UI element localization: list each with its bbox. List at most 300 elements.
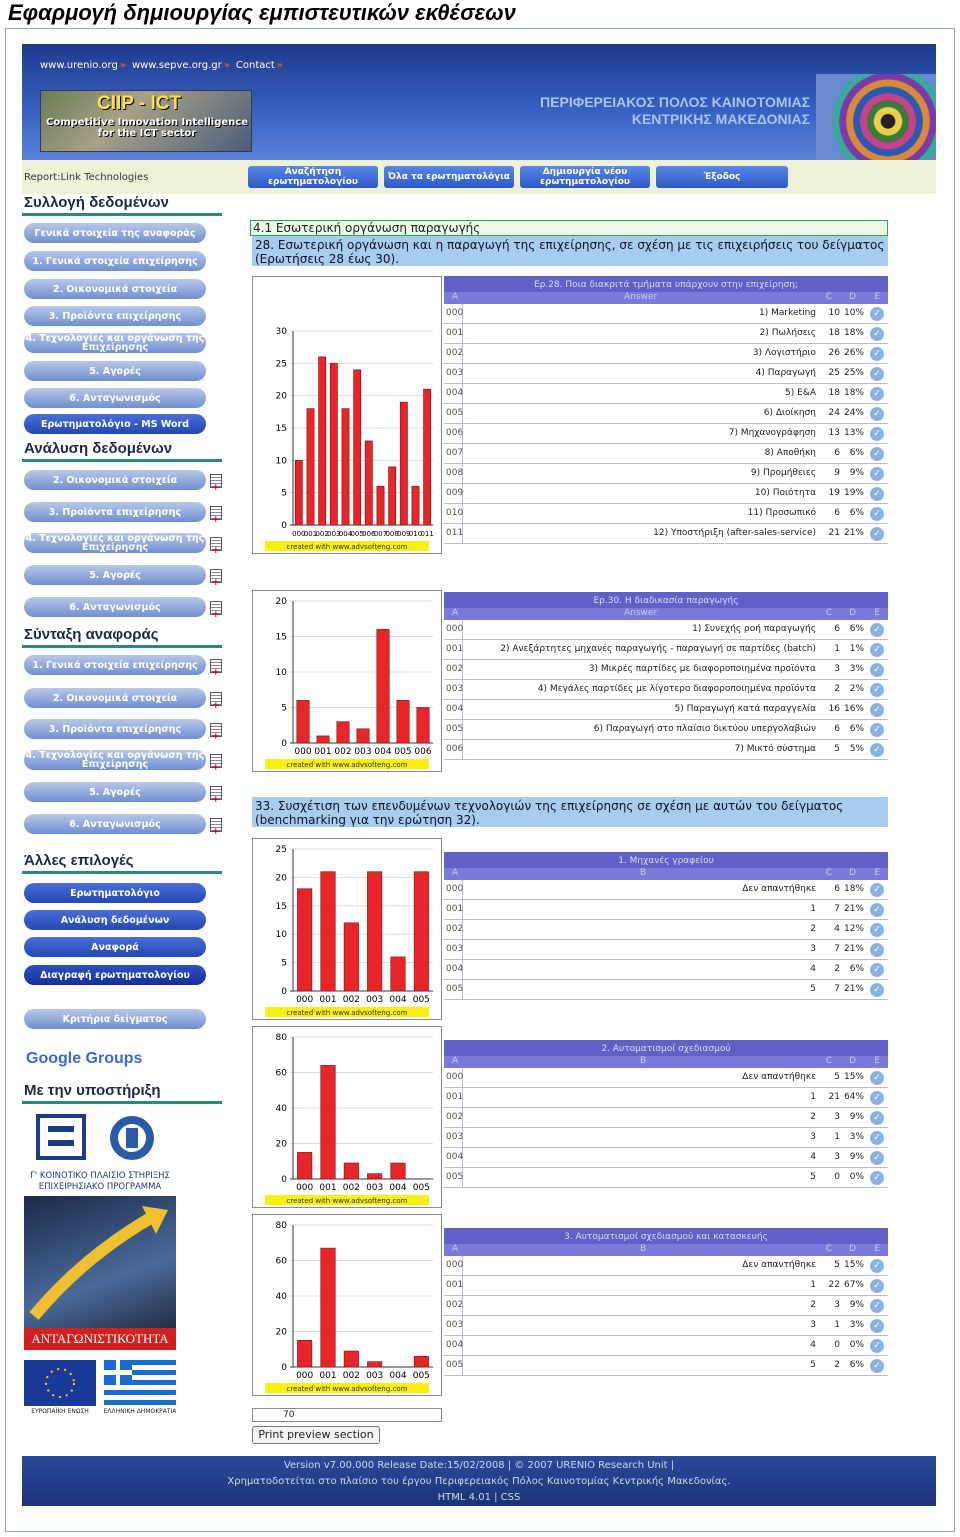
chart-bar xyxy=(365,441,372,525)
y-tick-label: 15 xyxy=(275,632,287,643)
chart-bar xyxy=(367,872,381,991)
row-percent: 3% xyxy=(849,1320,864,1330)
column-header-d: D xyxy=(849,1244,856,1254)
check-icon[interactable]: ✓ xyxy=(870,1319,884,1333)
row-percent: 15% xyxy=(843,1072,864,1082)
check-icon[interactable]: ✓ xyxy=(870,427,884,441)
link-sepve[interactable]: www.sepve.org.gr » xyxy=(132,60,230,71)
row-answer: 4 xyxy=(810,1152,816,1162)
row-count: 6 xyxy=(834,884,840,894)
table-row xyxy=(444,1168,888,1188)
row-count: 18 xyxy=(828,388,840,398)
check-icon[interactable]: ✓ xyxy=(870,347,884,361)
row-answer: 2 xyxy=(810,924,816,934)
row-answer: Δεν απαντήθηκε xyxy=(742,1072,816,1082)
chart-bar xyxy=(317,736,329,743)
all-questionnaires-button[interactable]: Όλα τα ερωτηματολόγια xyxy=(384,166,514,188)
row-answer: 5 xyxy=(810,984,816,994)
check-icon[interactable]: ✓ xyxy=(870,723,884,737)
table-row xyxy=(444,304,888,324)
x-tick-label: 010 xyxy=(408,530,423,538)
row-percent: 24% xyxy=(843,408,864,418)
report-item-competition[interactable]: 6. Ανταγωνισμός xyxy=(24,814,206,834)
row-id: 008 xyxy=(446,468,464,478)
row-id: 004 xyxy=(446,964,464,974)
chart-box-0 xyxy=(252,276,442,554)
table-row xyxy=(444,960,888,980)
x-tick-label: 003 xyxy=(366,1183,384,1193)
check-icon[interactable]: ✓ xyxy=(870,743,884,757)
check-icon[interactable]: ✓ xyxy=(870,507,884,521)
delete-questionnaire-button[interactable]: Διαγραφή ερωτηματολογίου xyxy=(24,965,206,985)
document-title: Εφαρμογή δημιουργίας εμπιστευτικών εκθέσεων xyxy=(8,0,516,25)
analysis-item-financial[interactable]: 2. Οικονομικά στοιχεία xyxy=(24,470,206,490)
check-icon[interactable]: ✓ xyxy=(870,943,884,957)
collection-heading: Συλλογή δεδομένων xyxy=(24,194,169,211)
collection-item-competition[interactable]: 6. Ανταγωνισμός xyxy=(24,388,206,408)
table-row xyxy=(444,920,888,940)
y-tick-label: 0 xyxy=(281,1363,287,1373)
row-id: 000 xyxy=(446,1260,464,1270)
check-icon[interactable]: ✓ xyxy=(870,487,884,501)
chart-bar xyxy=(297,889,311,991)
chart-bar xyxy=(400,402,407,525)
report-add-icon[interactable] xyxy=(210,474,222,488)
row-count: 0 xyxy=(834,1340,840,1350)
chart-bar xyxy=(389,467,396,525)
x-tick-label: 003 xyxy=(366,995,384,1005)
analysis-item-competition[interactable]: 6. Ανταγωνισμός xyxy=(24,597,206,617)
row-answer: 7) Μηχανογράφηση xyxy=(728,428,816,438)
competitiveness-label: ΑΝΤΑΓΩΝΙΣΤΙΚΟΤΗΤΑ xyxy=(24,1328,176,1350)
table-header xyxy=(444,1040,888,1068)
check-icon[interactable]: ✓ xyxy=(870,923,884,937)
main-content xyxy=(246,194,936,1506)
table-row xyxy=(444,900,888,920)
column-header-a: A xyxy=(452,292,459,302)
row-answer: 4) Παραγωγή xyxy=(755,368,816,378)
row-id: 001 xyxy=(446,328,464,338)
report-label: Report:Link Technologies xyxy=(24,172,149,183)
report-add-icon[interactable] xyxy=(210,601,222,615)
collection-item-technologies[interactable]: 4. Τεχνολογίες και οργάνωση της Επιχείρησης xyxy=(25,333,205,353)
check-icon[interactable]: ✓ xyxy=(870,983,884,997)
eu-support-logo xyxy=(24,1112,176,1192)
answers-table-1 xyxy=(444,592,888,760)
row-count: 3 xyxy=(834,1300,840,1310)
check-icon[interactable]: ✓ xyxy=(870,883,884,897)
check-icon[interactable]: ✓ xyxy=(870,407,884,421)
table-title: 3. Αυτοματισμοί σχεδιασμού και κατασκευής xyxy=(564,1232,768,1242)
row-count: 1 xyxy=(834,1132,840,1142)
row-answer: 1 xyxy=(810,1092,816,1102)
row-percent: 9% xyxy=(849,1152,864,1162)
column-header-b: B xyxy=(640,1056,647,1066)
column-header-a: A xyxy=(452,608,459,618)
column-header-a: A xyxy=(452,868,459,878)
report-item-products[interactable]: 3. Προϊόντα επιχείρησης xyxy=(24,719,206,739)
x-tick-label: 000 xyxy=(292,530,306,538)
x-tick-label: 001 xyxy=(319,995,337,1005)
word-questionnaire-button[interactable]: Ερωτηματολόγιο - MS Word xyxy=(24,414,206,434)
report-item-technologies[interactable]: 4. Τεχνολογίες και οργάνωση της Επιχείρησης xyxy=(25,750,205,770)
table-row xyxy=(444,364,888,384)
row-percent: 3% xyxy=(849,664,864,674)
row-count: 5 xyxy=(834,1072,840,1082)
credit-text[interactable]: created with www.advsofteng.com xyxy=(286,761,408,769)
table-row xyxy=(444,740,888,760)
other-item-analysis[interactable]: Ανάλυση δεδομένων xyxy=(24,910,206,930)
table-row xyxy=(444,660,888,680)
analysis-item-markets[interactable]: 5. Αγορές xyxy=(24,565,206,585)
row-count: 3 xyxy=(834,1112,840,1122)
check-icon[interactable]: ✓ xyxy=(870,683,884,697)
row-count: 21 xyxy=(828,528,840,538)
answers-table-2 xyxy=(444,852,888,1000)
report-add-icon[interactable] xyxy=(210,723,222,737)
report-add-icon[interactable] xyxy=(210,754,222,768)
row-count: 7 xyxy=(834,944,840,954)
row-count: 13 xyxy=(828,428,840,438)
check-icon[interactable]: ✓ xyxy=(870,1151,884,1165)
check-icon[interactable]: ✓ xyxy=(870,1359,884,1373)
row-answer: 2 xyxy=(810,1300,816,1310)
report-add-icon[interactable] xyxy=(210,659,222,673)
check-icon[interactable]: ✓ xyxy=(870,1111,884,1125)
check-icon[interactable]: ✓ xyxy=(870,643,884,657)
chart-bar xyxy=(344,1163,358,1179)
check-icon[interactable]: ✓ xyxy=(870,467,884,481)
link-contact[interactable]: Contact » xyxy=(236,60,283,71)
google-groups-logo[interactable]: Google Groups xyxy=(26,1050,143,1067)
y-tick-label: 25 xyxy=(275,845,287,855)
y-tick-label: 0 xyxy=(281,987,287,997)
y-tick-label: 5 xyxy=(281,488,287,499)
link-urenio[interactable]: www.urenio.org » xyxy=(40,60,126,71)
table-header xyxy=(444,592,888,620)
logo-subtitle: Competitive Innovation Intelligence for the ICT sector xyxy=(46,117,248,139)
y-tick-label: 40 xyxy=(275,1292,287,1302)
chart-bar xyxy=(319,357,326,525)
row-count: 6 xyxy=(834,724,840,734)
x-tick-label: 006 xyxy=(362,530,376,538)
y-tick-label: 30 xyxy=(275,327,287,337)
row-id: 003 xyxy=(446,1320,464,1330)
collection-item-markets[interactable]: 5. Αγορές xyxy=(24,361,206,381)
table-row xyxy=(444,1088,888,1108)
column-header-d: D xyxy=(849,608,856,618)
x-tick-label: 002 xyxy=(334,747,352,757)
x-tick-label: 003 xyxy=(327,530,341,538)
row-percent: 21% xyxy=(843,984,864,994)
row-answer: 1 xyxy=(810,904,816,914)
row-count: 7 xyxy=(834,984,840,994)
row-count: 0 xyxy=(834,1172,840,1182)
row-id: 003 xyxy=(446,368,464,378)
row-answer: 6) Παραγωγή στο πλαίσιο δικτύου υπεργολαβιών xyxy=(593,724,816,734)
row-answer: 5) Παραγωγή κατά παραγγελία xyxy=(674,704,816,714)
x-tick-label: 005 xyxy=(350,530,364,538)
column-header-d: D xyxy=(849,1056,856,1066)
section-title: 4.1 Εσωτερική οργάνωση παραγωγής xyxy=(250,220,888,236)
column-header-d: D xyxy=(849,292,856,302)
row-answer: 8) Αποθήκη xyxy=(764,448,816,458)
other-options-heading: Άλλες επιλογές xyxy=(24,852,134,869)
chart-bar xyxy=(414,872,428,991)
collection-item-general-report[interactable]: Γενικά στοιχεία της αναφοράς xyxy=(24,223,206,243)
report-add-icon[interactable] xyxy=(210,569,222,583)
report-add-icon[interactable] xyxy=(210,786,222,800)
table-row xyxy=(444,464,888,484)
credit-text[interactable]: created with www.advsofteng.com xyxy=(286,1385,408,1393)
info-bar xyxy=(22,160,936,194)
check-icon[interactable]: ✓ xyxy=(870,327,884,341)
chart-bar xyxy=(417,708,429,744)
row-count: 18 xyxy=(828,328,840,338)
exit-button[interactable]: Έξοδος xyxy=(656,166,788,188)
x-tick-label: 004 xyxy=(389,1183,407,1193)
y-tick-label: 10 xyxy=(275,930,287,941)
check-icon[interactable]: ✓ xyxy=(870,307,884,321)
row-percent: 15% xyxy=(843,1260,864,1270)
row-answer: 3 xyxy=(810,1132,816,1142)
y-tick-label: 0 xyxy=(281,1175,287,1185)
row-percent: 26% xyxy=(843,348,864,358)
check-icon[interactable]: ✓ xyxy=(870,1259,884,1273)
table-header xyxy=(444,276,888,304)
x-tick-label: 011 xyxy=(420,530,434,538)
x-tick-label: 000 xyxy=(294,747,312,757)
check-icon[interactable]: ✓ xyxy=(870,1171,884,1185)
x-tick-label: 004 xyxy=(374,747,392,757)
row-id: 010 xyxy=(446,508,464,518)
row-count: 22 xyxy=(828,1280,840,1290)
sample-criteria-button[interactable]: Κριτήρια δείγματος xyxy=(24,1009,206,1029)
row-answer: Δεν απαντήθηκε xyxy=(742,1260,816,1270)
row-id: 006 xyxy=(446,428,464,438)
chart-bar xyxy=(377,629,389,743)
check-icon[interactable]: ✓ xyxy=(870,1299,884,1313)
report-add-icon[interactable] xyxy=(210,506,222,520)
check-icon[interactable]: ✓ xyxy=(870,623,884,637)
report-add-icon[interactable] xyxy=(210,818,222,832)
report-item-financial[interactable]: 2. Οικονομικά στοιχεία xyxy=(24,688,206,708)
chart-bar xyxy=(321,1065,335,1179)
x-tick-label: 008 xyxy=(385,530,399,538)
table-row xyxy=(444,940,888,960)
row-percent: 12% xyxy=(843,924,864,934)
row-id: 005 xyxy=(446,724,464,734)
y-tick-label: 5 xyxy=(281,703,287,714)
row-answer: 1) Marketing xyxy=(759,308,816,318)
table-row xyxy=(444,720,888,740)
report-add-icon[interactable] xyxy=(210,537,222,551)
support-program-text: Γ' ΚΟΙΝΟΤΙΚΟ ΠΛΑΙΣΙΟ ΣΤΗΡΙΞΗΣ ΕΠΙΧΕΙΡΗΣΙΑΚΟ ΠΡΟΓΡΑΜΜΑ xyxy=(30,1171,170,1192)
analysis-item-technologies[interactable]: 4. Τεχνολογίες και οργάνωση της Επιχείρησης xyxy=(25,533,205,553)
row-percent: 25% xyxy=(843,368,864,378)
column-header-e: E xyxy=(874,608,880,618)
row-id: 000 xyxy=(446,624,464,634)
row-count: 19 xyxy=(828,488,840,498)
check-icon[interactable]: ✓ xyxy=(870,963,884,977)
analysis-item-products[interactable]: 3. Προϊόντα επιχείρησης xyxy=(24,502,206,522)
row-count: 16 xyxy=(828,704,840,714)
region-line-1: ΠΕΡΙΦΕΡΕΙΑΚΟΣ ΠΟΛΟΣ ΚΑΙΝΟΤΟΜΙΑΣ xyxy=(540,94,810,110)
other-item-questionnaire[interactable]: Ερωτηματολόγιο xyxy=(24,883,206,903)
check-icon[interactable]: ✓ xyxy=(870,663,884,677)
table-row xyxy=(444,1148,888,1168)
row-percent: 21% xyxy=(843,528,864,538)
chart-bar xyxy=(330,363,337,525)
chart-bar xyxy=(354,370,361,525)
row-count: 5 xyxy=(834,1260,840,1270)
other-item-report[interactable]: Αναφορά xyxy=(24,937,206,957)
table-row xyxy=(444,640,888,660)
report-heading: Σύνταξη αναφοράς xyxy=(24,626,159,643)
check-icon[interactable]: ✓ xyxy=(870,1091,884,1105)
footer-version: Version v7.00.000 Release Date:15/02/2008 | © 2007 URENIO Research Unit | xyxy=(283,1460,675,1471)
y-tick-label: 20 xyxy=(275,597,287,607)
chart-bar xyxy=(424,389,431,525)
row-answer: 4) Μεγάλες παρτίδες με λίγοτερο διαφοροποιημένα προϊόντα xyxy=(537,684,816,694)
row-id: 002 xyxy=(446,924,464,934)
check-icon[interactable]: ✓ xyxy=(870,387,884,401)
check-icon[interactable]: ✓ xyxy=(870,527,884,541)
table-header xyxy=(444,852,888,880)
row-percent: 67% xyxy=(843,1280,864,1290)
row-count: 3 xyxy=(834,664,840,674)
table-row xyxy=(444,1316,888,1336)
sidebar xyxy=(22,194,246,1506)
table-title: Ερ.30. Η διαδικασία παραγωγής xyxy=(593,596,739,606)
row-id: 002 xyxy=(446,1300,464,1310)
row-count: 2 xyxy=(834,964,840,974)
row-answer: 12) Υποστήριξη (after-sales-service) xyxy=(653,528,816,538)
check-icon[interactable]: ✓ xyxy=(870,1339,884,1353)
row-percent: 9% xyxy=(849,1112,864,1122)
row-answer: 7) Μικτό σύστημα xyxy=(734,744,816,754)
chart-bar xyxy=(344,923,358,991)
chart-bar xyxy=(321,1248,335,1367)
column-header-e: E xyxy=(874,1244,880,1254)
row-percent: 18% xyxy=(843,388,864,398)
search-questionnaire-button[interactable]: Αναζήτηση ερωτηματολογίου xyxy=(248,166,378,188)
y-tick-label: 20 xyxy=(275,873,287,884)
chart-box-3 xyxy=(252,1026,442,1208)
row-answer: 3 xyxy=(810,1320,816,1330)
chart-box-1 xyxy=(252,590,442,772)
row-answer: 2 xyxy=(810,1112,816,1122)
row-count: 6 xyxy=(834,624,840,634)
row-id: 011 xyxy=(446,528,464,538)
row-percent: 1% xyxy=(849,644,864,654)
collection-item-products[interactable]: 3. Προϊόντα επιχείρησης xyxy=(24,306,206,326)
row-id: 005 xyxy=(446,984,464,994)
chart-bar xyxy=(342,409,349,525)
table-row xyxy=(444,504,888,524)
collection-item-general-company[interactable]: 1. Γενικά στοιχεία επιχείρησης xyxy=(24,251,206,271)
row-count: 1 xyxy=(834,1320,840,1330)
check-icon[interactable]: ✓ xyxy=(870,703,884,717)
footer-funding: Χρηματοδοτείται στο πλαίσιο του έργου Περιφερειακός Πόλος Καινοτομίας Κεντρικής Μακεδονίας. xyxy=(227,1476,731,1487)
row-id: 005 xyxy=(446,1360,464,1370)
chart-bar xyxy=(414,1356,428,1367)
row-answer: 5 xyxy=(810,1172,816,1182)
check-icon[interactable]: ✓ xyxy=(870,447,884,461)
table-row xyxy=(444,384,888,404)
row-answer: 3) Μικρές παρτίδες με διαφοροποιημένα προϊόντα xyxy=(588,664,816,674)
report-add-icon[interactable] xyxy=(210,692,222,706)
collection-item-financial[interactable]: 2. Οικονομικά στοιχεία xyxy=(24,279,206,299)
chart-bar xyxy=(397,700,409,743)
check-icon[interactable]: ✓ xyxy=(870,367,884,381)
row-answer: 3 xyxy=(810,944,816,954)
row-answer: 6) Διοίκηση xyxy=(763,408,816,418)
column-header-e: E xyxy=(874,1056,880,1066)
print-preview-button[interactable]: Print preview section xyxy=(252,1426,380,1444)
row-count: 26 xyxy=(828,348,840,358)
report-item-markets[interactable]: 5. Αγορές xyxy=(24,782,206,802)
row-percent: 13% xyxy=(843,428,864,438)
row-percent: 6% xyxy=(849,1360,864,1370)
row-id: 009 xyxy=(446,488,464,498)
x-tick-label: 001 xyxy=(314,747,332,757)
greek-flag-icon xyxy=(104,1360,176,1406)
table-row xyxy=(444,344,888,364)
column-header-c: C xyxy=(825,868,832,878)
eu-flag-icon xyxy=(24,1360,96,1406)
row-answer: 5 xyxy=(810,1360,816,1370)
x-tick-label: 000 xyxy=(296,1183,314,1193)
y-tick-label: 15 xyxy=(275,424,287,434)
table-row xyxy=(444,620,888,640)
partial-chart-box xyxy=(252,1408,442,1422)
credit-text[interactable]: created with www.advsofteng.com xyxy=(286,1009,408,1017)
row-answer: 3) Λογιστήριο xyxy=(752,348,816,358)
row-answer: 5) Ε&Α xyxy=(785,388,816,398)
answers-table-0 xyxy=(444,276,888,544)
x-tick-label: 002 xyxy=(342,995,360,1005)
table-title: 1. Μηχανές γραφείου xyxy=(618,856,714,866)
chart-bar xyxy=(321,872,335,991)
row-percent: 21% xyxy=(843,904,864,914)
credit-text[interactable]: created with www.advsofteng.com xyxy=(286,1197,408,1205)
column-headers xyxy=(444,608,888,620)
new-questionnaire-button[interactable]: Δημιουργία νέου ερωτηματολογίου xyxy=(520,166,650,188)
table-row xyxy=(444,1128,888,1148)
row-percent: 9% xyxy=(849,1300,864,1310)
y-tick-label: 60 xyxy=(275,1068,287,1079)
row-id: 001 xyxy=(446,1280,464,1290)
y-tick-label: 5 xyxy=(281,958,287,969)
chart-box-4 xyxy=(252,1214,442,1396)
row-percent: 5% xyxy=(849,744,864,754)
report-item-general-company[interactable]: 1. Γενικά στοιχεία επιχείρησης xyxy=(24,655,206,675)
credit-text[interactable]: created with www.advsofteng.com xyxy=(286,543,408,551)
region-title xyxy=(540,94,810,128)
row-answer: 4 xyxy=(810,964,816,974)
y-tick-label: 80 xyxy=(275,1221,287,1231)
x-tick-label: 001 xyxy=(319,1183,337,1193)
row-count: 25 xyxy=(828,368,840,378)
check-icon[interactable]: ✓ xyxy=(870,1071,884,1085)
row-id: 004 xyxy=(446,388,464,398)
check-icon[interactable]: ✓ xyxy=(870,1279,884,1293)
check-icon[interactable]: ✓ xyxy=(870,903,884,917)
check-icon[interactable]: ✓ xyxy=(870,1131,884,1145)
x-tick-label: 007 xyxy=(373,530,388,538)
table-row xyxy=(444,1276,888,1296)
